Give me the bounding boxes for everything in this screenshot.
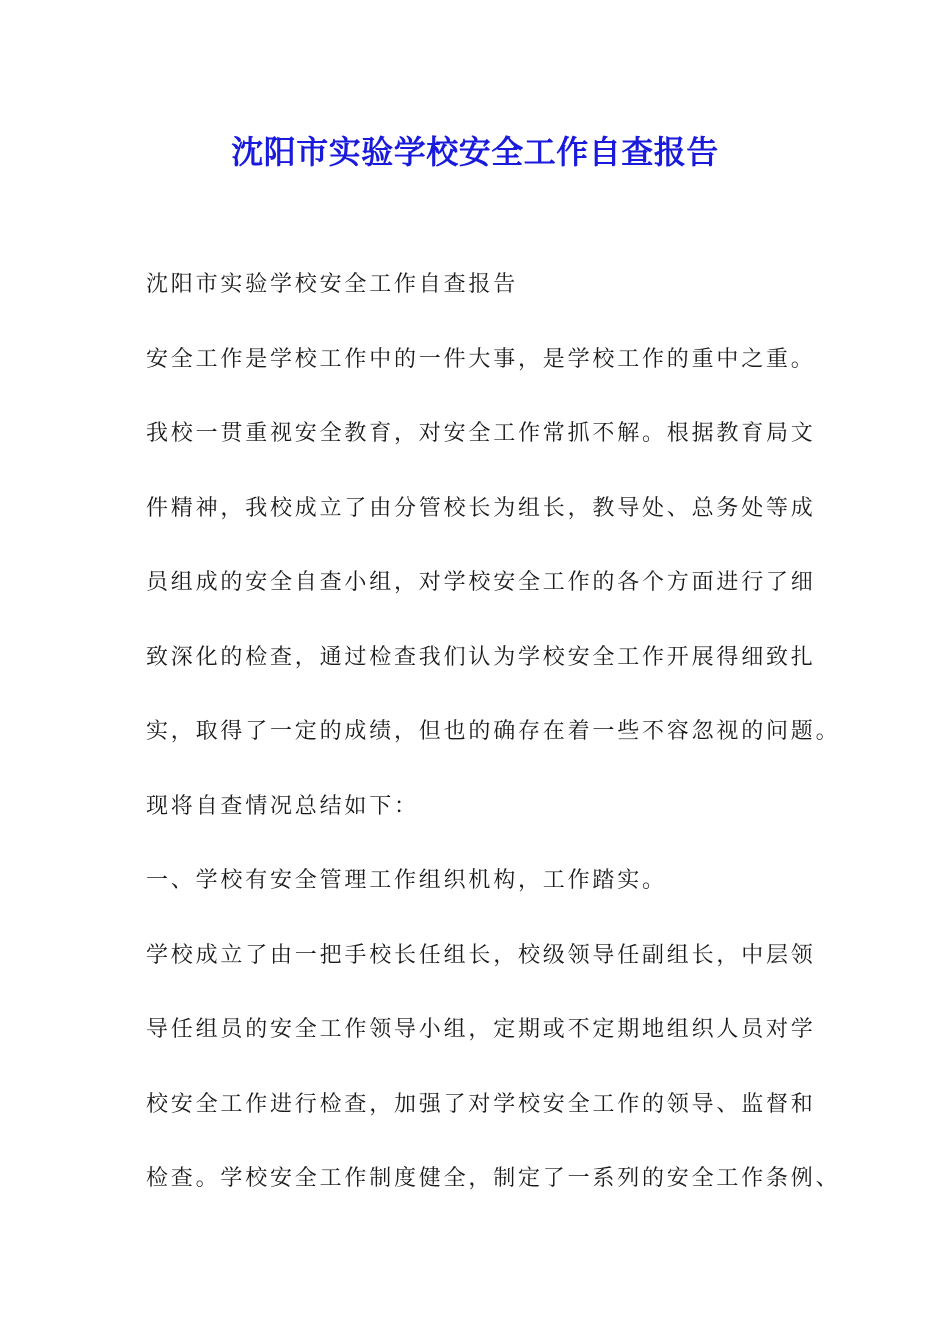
document-body: [146, 263, 841, 1232]
paragraph-line: 学校成立了由一把手校长任组长，校级领导任副组长，中层领: [146, 942, 816, 968]
paragraph-line: 件精神，我校成立了由分管校长为组长，教导处、总务处等成: [146, 495, 816, 521]
paragraph-line: 沈阳市实验学校安全工作自查报告: [146, 272, 519, 297]
paragraph-line: 现将自查情况总结如下：: [146, 793, 419, 819]
paragraph-line: 校安全工作进行检查，加强了对学校安全工作的领导、监督和: [146, 1091, 816, 1117]
document-title: 沈阳市实验学校安全工作自查报告: [231, 133, 719, 171]
paragraph-line: 安全工作是学校工作中的一件大事，是学校工作的重中之重。: [146, 346, 816, 372]
section-heading: 一、学校有安全管理工作组织机构，工作踏实。: [146, 868, 667, 893]
paragraph-line: 实，取得了一定的成绩，但也的确存在着一些不容忽视的问题。: [146, 719, 841, 744]
paragraph-line: 检查。学校安全工作制度健全，制定了一系列的安全工作条例、: [146, 1166, 841, 1191]
paragraph-line: 我校一贯重视安全教育，对安全工作常抓不解。根据教育局文: [146, 421, 816, 446]
paragraph-line: 员组成的安全自查小组，对学校安全工作的各个方面进行了细: [146, 570, 816, 595]
paragraph-line: 导任组员的安全工作领导小组，定期或不定期地组织人员对学: [146, 1017, 816, 1042]
paragraph-line: 致深化的检查，通过检查我们认为学校安全工作开展得细致扎: [146, 644, 816, 670]
